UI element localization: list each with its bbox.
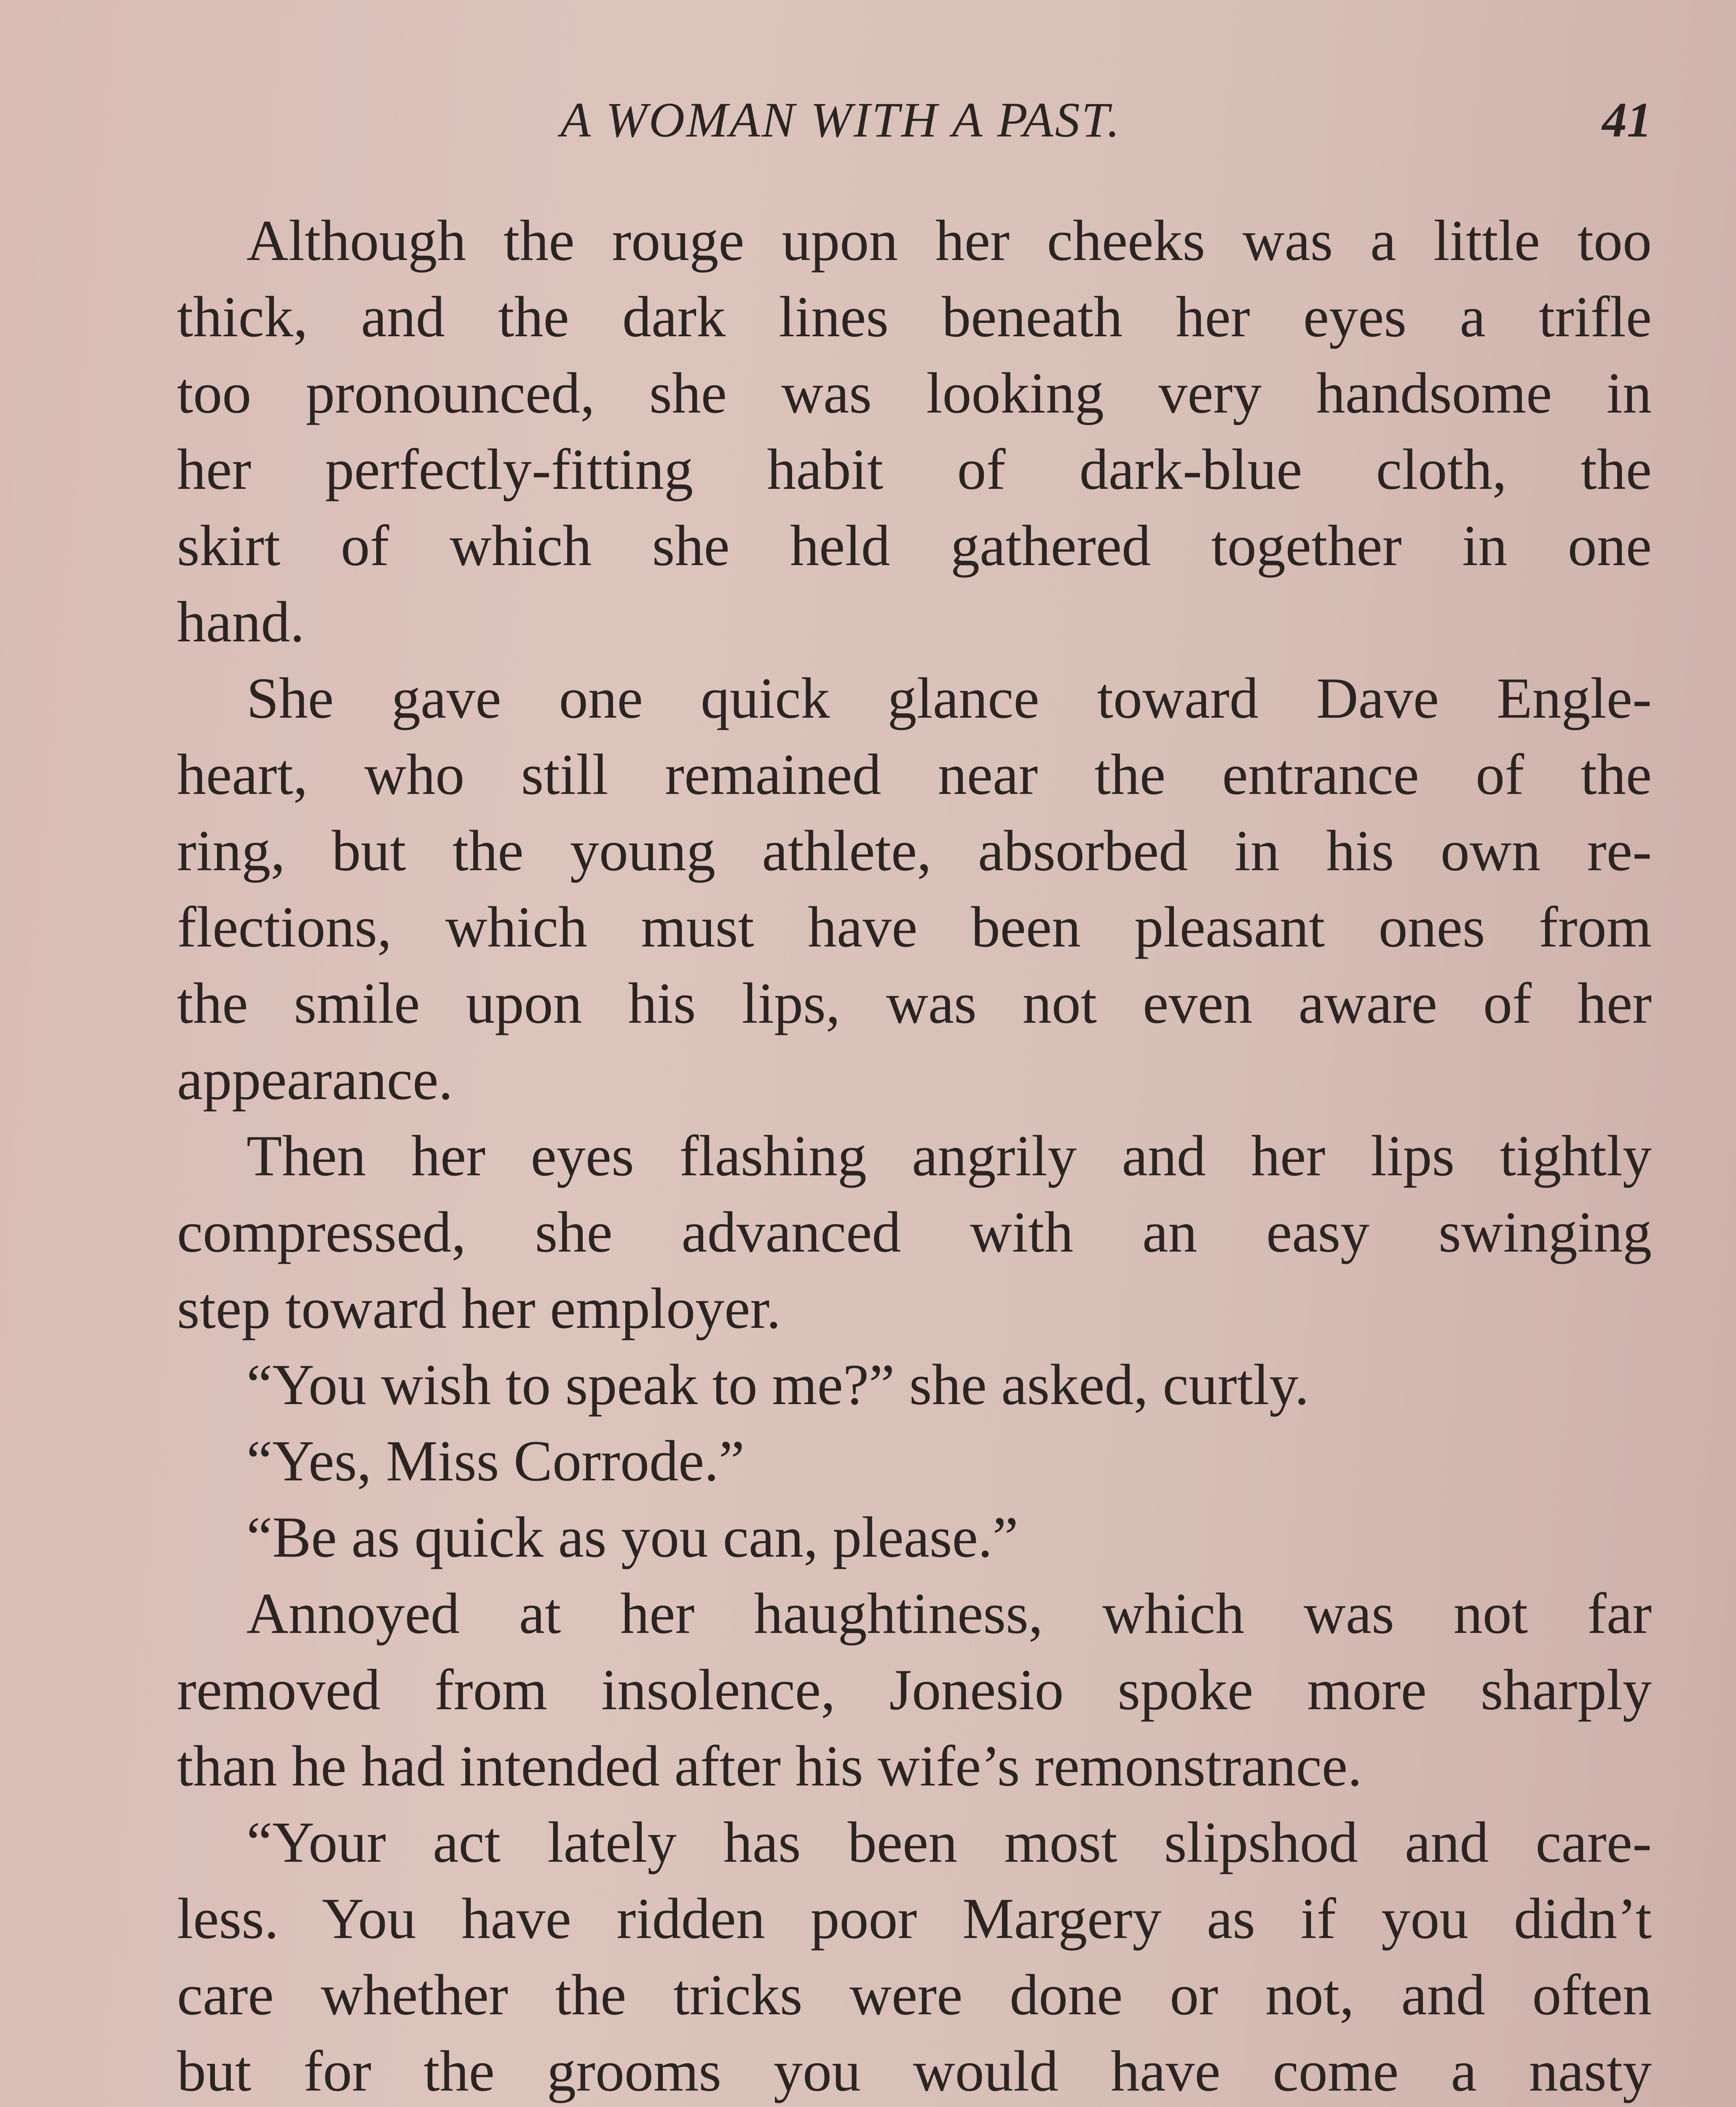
text-line: removed from insolence, Jonesio spoke more sharply	[177, 1657, 1652, 1722]
text-line: skirt of which she held gathered together in one	[177, 513, 1652, 578]
text-line: “Yes, Miss Corrode.”	[246, 1429, 745, 1493]
text-line: hand.	[177, 590, 305, 654]
text-line: flections, which must have been pleasant ones from	[177, 895, 1652, 959]
text-line: step toward her employer.	[177, 1276, 781, 1340]
body-text	[177, 202, 1652, 2107]
text-line: ring, but the young athlete, absorbed in his own re-	[177, 818, 1652, 883]
paragraph	[177, 660, 1652, 1118]
paragraph	[177, 1804, 1652, 2107]
text-line: but for the grooms you would have come a nasty	[177, 2039, 1652, 2103]
paragraph	[177, 1346, 1652, 1423]
text-line: “You wish to speak to me?” she asked, curtly.	[246, 1352, 1309, 1417]
paragraph	[177, 1575, 1652, 1804]
text-line: less. You have ridden poor Margery as if you didn’t	[177, 1886, 1652, 1951]
paragraph	[177, 1118, 1652, 1346]
text-line: than he had intended after his wife’s remonstrance.	[177, 1734, 1362, 1798]
text-line: her perfectly-fitting habit of dark-blue cloth, the	[177, 437, 1652, 501]
text-line: compressed, she advanced with an easy swinging	[177, 1200, 1652, 1264]
text-line: thick, and the dark lines beneath her eyes a trifle	[177, 284, 1652, 349]
page-number: 41	[1602, 92, 1652, 147]
text-line: too pronounced, she was looking very handsome in	[177, 361, 1652, 425]
text-line: heart, who still remained near the entrance of the	[177, 742, 1652, 807]
text-line: Then her eyes flashing angrily and her lips tightly	[246, 1123, 1652, 1188]
text-line: She gave one quick glance toward Dave Engle-	[246, 666, 1652, 730]
paragraph	[177, 1423, 1652, 1499]
page-header	[177, 84, 1652, 156]
text-line: “Your act lately has been most slipshod and care-	[246, 1810, 1652, 1874]
text-line: the smile upon his lips, was not even aware of her	[177, 971, 1652, 1035]
running-title: A WOMAN WITH A PAST.	[560, 92, 1122, 147]
text-line: care whether the tricks were done or not, and often	[177, 1962, 1652, 2027]
text-line: appearance.	[177, 1047, 453, 1112]
text-line: Although the rouge upon her cheeks was a little too	[246, 208, 1652, 273]
paragraph	[177, 1499, 1652, 1575]
text-line: “Be as quick as you can, please.”	[246, 1505, 1018, 1569]
text-line: Annoyed at her haughtiness, which was not far	[246, 1581, 1652, 1646]
paragraph	[177, 202, 1652, 660]
